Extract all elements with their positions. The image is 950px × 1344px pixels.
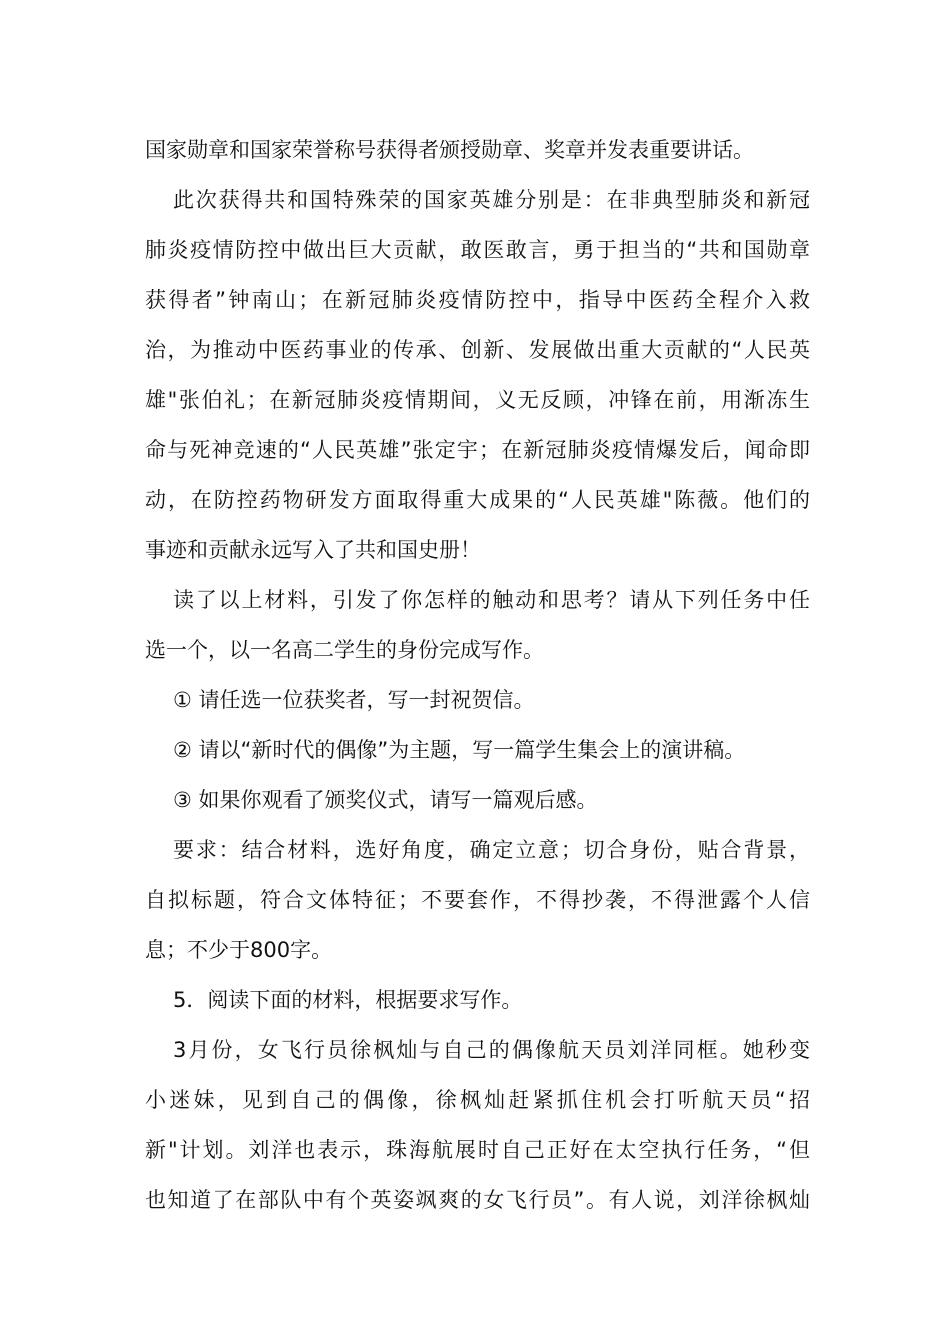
text-line: 此次获得共和国特殊荣的国家英雄分别是：在非典型肺炎和新冠 bbox=[173, 188, 810, 212]
task-option-2: ② 请以“新时代的偶像”为主题，写一篇学生集会上的演讲稿。 bbox=[173, 738, 746, 762]
text-line: 也知道了在部队中有个英姿飒爽的女飞行员”。有人说，刘洋徐枫灿 bbox=[145, 1188, 810, 1212]
text-line: 小迷妹，见到自己的偶像，徐枫灿赶紧抓住机会打听航天员“招 bbox=[145, 1088, 810, 1112]
text-line: 选一个，以一名高二学生的身份完成写作。 bbox=[145, 638, 544, 662]
text-line: 新"计划。刘洋也表示，珠海航展时自己正好在太空执行任务，“但 bbox=[145, 1138, 810, 1162]
task-option-3: ③ 如果你观看了颁奖仪式，请写一篇观后感。 bbox=[173, 788, 598, 812]
text-line: 国家勋章和国家荣誉称号获得者颁授勋章、奖章并发表重要讲话。 bbox=[145, 138, 754, 162]
text-line: 动，在防控药物研发方面取得重大成果的“人民英雄"陈薇。他们的 bbox=[145, 488, 810, 512]
text-line: 获得者”钟南山；在新冠肺炎疫情防控中，指导中医药全程介入救 bbox=[145, 288, 810, 312]
text-line: 雄"张伯礼；在新冠肺炎疫情期间，义无反顾，冲锋在前，用渐冻生 bbox=[145, 388, 810, 412]
text-line: 肺炎疫情防控中做出巨大贡献，敢医敢言，勇于担当的“共和国勋章 bbox=[145, 238, 810, 262]
requirements-line: 息；不少于800字。 bbox=[145, 938, 333, 962]
task-option-1: ① 请任选一位获奖者，写一封祝贺信。 bbox=[173, 688, 535, 712]
text-line: 读了以上材料，引发了你怎样的触动和思考？请从下列任务中任 bbox=[173, 588, 810, 612]
text-line: 治，为推动中医药事业的传承、创新、发展做出重大贡献的“人民英 bbox=[145, 338, 810, 362]
requirements-line: 自拟标题，符合文体特征；不要套作，不得抄袭，不得泄露个人信 bbox=[145, 888, 810, 912]
text-line: 3月份，女飞行员徐枫灿与自己的偶像航天员刘洋同框。她秒变 bbox=[173, 1038, 810, 1062]
text-line: 命与死神竞速的“人民英雄”张定宇；在新冠肺炎疫情爆发后，闻命即 bbox=[145, 438, 810, 462]
text-line: 事迹和贡献永远写入了共和国史册！ bbox=[145, 538, 481, 562]
requirements-line: 要求：结合材料，选好角度，确定立意；切合身份，贴合背景， bbox=[173, 838, 810, 862]
question-heading: 5．阅读下面的材料，根据要求写作。 bbox=[173, 988, 523, 1012]
